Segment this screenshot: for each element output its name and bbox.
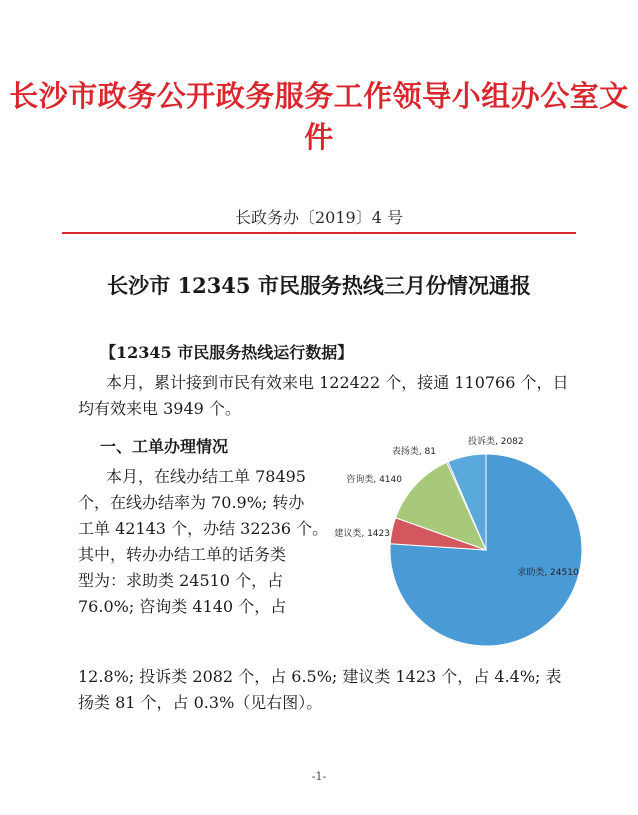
pie-label-consult: 咨询类, 4140: [346, 475, 402, 485]
pie-label-praise: 表扬类, 81: [391, 447, 436, 457]
document-title: 长沙市 12345 市民服务热线三月份情况通报: [107, 273, 531, 298]
workorder-paragraph: [78, 464, 348, 620]
workorder-line-6: 76.0%; 咨询类 4140 个，占: [78, 597, 287, 616]
page-number: -1-: [311, 770, 327, 783]
workorder-line-3: 工单 42143 个，办结 32236 个。: [78, 519, 329, 538]
workorder-line-7: 12.8%; 投诉类 2082 个，占 6.5%; 建议类 1423 个，占 4.4%; 表: [78, 667, 562, 686]
hotline-paragraph: [78, 370, 578, 422]
pie-label-complaint: 投诉类, 2082: [468, 437, 524, 447]
section-hotline-heading: 【12345 市民服务热线运行数据】: [100, 343, 354, 362]
category-pie-chart: [318, 430, 638, 660]
workorder-line-5: 型为：求助类 24510 个，占: [78, 571, 284, 590]
hotline-line-2: 均有效来电 3949 个。: [78, 399, 241, 418]
section-workorder-heading: 一、工单办理情况: [100, 437, 229, 456]
red-divider: [62, 232, 576, 234]
document-number: 长政务办〔2019〕4 号: [235, 208, 403, 227]
pie-label-help: 求助类, 24510: [517, 568, 579, 578]
workorder-paragraph-cont: [78, 664, 578, 716]
workorder-line-8: 扬类 81 个，占 0.3%（见右图）。: [78, 693, 323, 712]
workorder-line-1: 本月，在线办结工单 78495: [106, 467, 306, 486]
pie-label-suggestion: 建议类, 1423: [334, 529, 390, 539]
workorder-line-4: 其中，转办办结工单的话务类: [78, 545, 287, 564]
issuer-header: 长沙市政务公开政务服务工作领导小组办公室文件: [9, 79, 629, 154]
workorder-line-2: 个，在线办结率为 70.9%; 转办: [78, 493, 305, 512]
hotline-line-1: 本月，累计接到市民有效来电 122422 个，接通 110766 个，日: [106, 373, 569, 392]
